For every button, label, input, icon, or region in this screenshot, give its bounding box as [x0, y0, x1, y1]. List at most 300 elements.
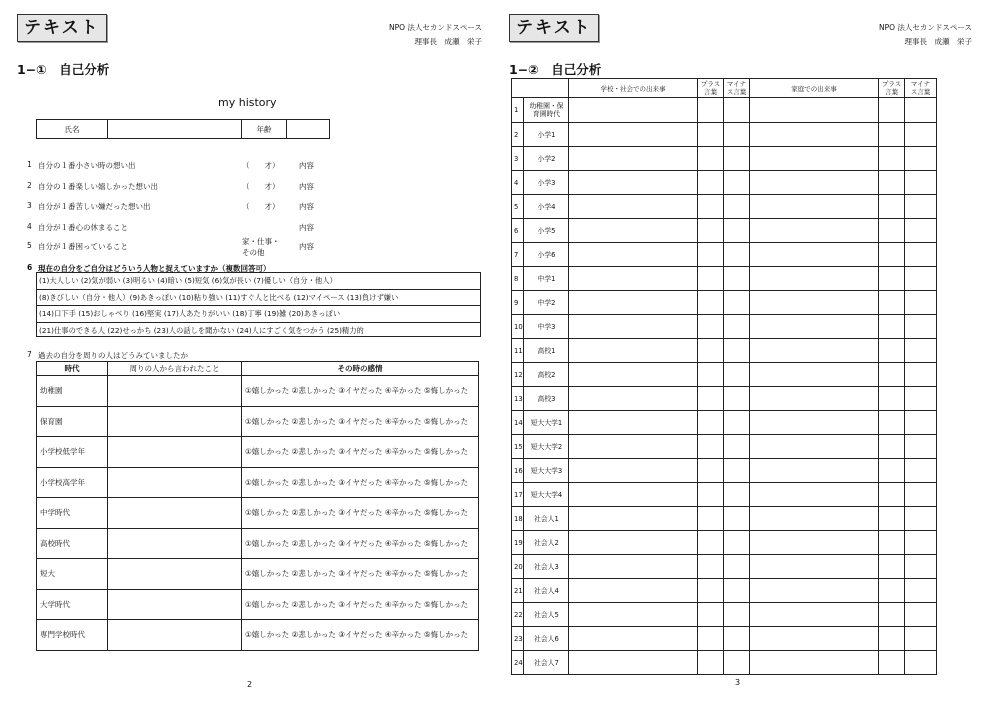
plus-word-field-2[interactable] [879, 363, 905, 387]
q6-text: 現在の自分をご自分はどういう人物と捉えていますか（複数回答可） [38, 264, 271, 273]
plus-word-field[interactable] [698, 363, 724, 387]
minus-word-field[interactable] [724, 171, 750, 195]
home-event-field[interactable] [750, 627, 879, 651]
plus-word-field[interactable] [698, 147, 724, 171]
number-divider [523, 243, 524, 266]
text-tag-right: テキスト [509, 14, 599, 42]
minus-word-field-2[interactable] [905, 195, 937, 219]
analysis-row [512, 555, 937, 579]
minus-word-field-2[interactable] [905, 507, 937, 531]
q7-period: 保育園 [37, 406, 108, 437]
school-event-field[interactable] [569, 603, 698, 627]
number-divider [523, 483, 524, 506]
school-event-field[interactable] [569, 435, 698, 459]
plus-word-field[interactable] [698, 171, 724, 195]
q7-emotion-options[interactable]: ①嬉しかった ②悲しかった ③イヤだった ④辛かった ⑤悔しかった [242, 498, 479, 529]
period-label: 社会人3 [534, 562, 559, 571]
school-event-field[interactable] [569, 627, 698, 651]
q7-said-field[interactable] [108, 467, 242, 498]
q7-emotion-options[interactable]: ①嬉しかった ②悲しかった ③イヤだった ④辛かった ⑤悔しかった [242, 589, 479, 620]
plus-word-field-2[interactable] [879, 387, 905, 411]
age-field[interactable] [287, 120, 330, 139]
minus-word-field[interactable] [724, 291, 750, 315]
q7-header-said: 周りの人から言われたこと [108, 362, 242, 376]
plus-word-field-2[interactable] [879, 507, 905, 531]
minus-word-field-2[interactable] [905, 435, 937, 459]
plus-word-field[interactable] [698, 195, 724, 219]
plus-word-field-2[interactable] [879, 531, 905, 555]
home-event-field[interactable] [750, 387, 879, 411]
period-cell [512, 267, 569, 291]
question-age: （ 才） [242, 161, 280, 170]
q7-row [37, 498, 479, 529]
question-category: 家・仕事・ その他 [242, 237, 280, 257]
period-cell [512, 195, 569, 219]
home-event-field[interactable] [750, 531, 879, 555]
plus-word-field[interactable] [698, 627, 724, 651]
plus-word-field[interactable] [698, 411, 724, 435]
minus-word-field-2[interactable] [905, 315, 937, 339]
number-divider [523, 147, 524, 170]
home-event-field[interactable] [750, 555, 879, 579]
q7-emotion-options[interactable]: ①嬉しかった ②悲しかった ③イヤだった ④辛かった ⑤悔しかった [242, 559, 479, 590]
minus-word-field[interactable] [724, 98, 750, 123]
home-event-field[interactable] [750, 291, 879, 315]
minus-word-field[interactable] [724, 411, 750, 435]
minus-word-field-2[interactable] [905, 243, 937, 267]
analysis-row [512, 98, 937, 123]
analysis-row [512, 603, 937, 627]
plus-word-field[interactable] [698, 267, 724, 291]
number-divider [523, 603, 524, 626]
period-label: 幼稚園・保 育園時代 [529, 102, 564, 118]
school-event-field[interactable] [569, 459, 698, 483]
q7-period: 専門学校時代 [37, 620, 108, 651]
org-name-right: NPO 法人セカンドスペース [879, 23, 972, 32]
plus-word-field[interactable] [698, 387, 724, 411]
home-event-field[interactable] [750, 339, 879, 363]
number-divider [523, 579, 524, 602]
plus-word-field-2[interactable] [879, 651, 905, 675]
analysis-row [512, 483, 937, 507]
plus-word-field[interactable] [698, 651, 724, 675]
org-name: NPO 法人セカンドスペース [389, 23, 482, 32]
question-text: 自分の１番楽しい嬉しかった想い出 [38, 182, 158, 191]
analysis-row [512, 291, 937, 315]
q7-period: 短大 [37, 559, 108, 590]
period-label: 中学1 [537, 274, 556, 283]
number-divider [523, 531, 524, 554]
period-cell [512, 435, 569, 459]
plus-word-field-2[interactable] [879, 555, 905, 579]
period-cell [512, 291, 569, 315]
number-divider [523, 411, 524, 434]
school-event-field[interactable] [569, 267, 698, 291]
home-event-field[interactable] [750, 411, 879, 435]
minus-word-field-2[interactable] [905, 267, 937, 291]
q7-said-field[interactable] [108, 559, 242, 590]
question-text: 自分が１番心の休まること [38, 223, 128, 232]
plus-word-field[interactable] [698, 98, 724, 123]
period-cell [512, 387, 569, 411]
plus-word-field-2[interactable] [879, 339, 905, 363]
analysis-row [512, 315, 937, 339]
q7-emotion-options[interactable]: ①嬉しかった ②悲しかった ③イヤだった ④辛かった ⑤悔しかった [242, 528, 479, 559]
plus-word-field[interactable] [698, 219, 724, 243]
q6-option-row: (14)口下手 (15)おしゃべり (16)堅実 (17)人あたりがいい (18)丁寧 (19)雑 (20)あきっぽい [37, 306, 480, 323]
plus-word-field[interactable] [698, 555, 724, 579]
q6-number: 6 [27, 263, 33, 272]
school-event-field[interactable] [569, 483, 698, 507]
plus-word-field-2[interactable] [879, 123, 905, 147]
period-label: 短大大学3 [530, 466, 563, 475]
row-number: 11 [514, 346, 523, 355]
period-label: 社会人1 [534, 514, 559, 523]
question-content-label: 内容 [299, 182, 314, 191]
minus-word-field-2[interactable] [905, 363, 937, 387]
period-cell [512, 98, 569, 123]
number-divider [523, 291, 524, 314]
minus-word-field[interactable] [724, 483, 750, 507]
school-event-field[interactable] [569, 291, 698, 315]
q7-emotion-options[interactable]: ①嬉しかった ②悲しかった ③イヤだった ④辛かった ⑤悔しかった [242, 620, 479, 651]
period-cell [512, 339, 569, 363]
plus-word-field-2[interactable] [879, 483, 905, 507]
home-event-field[interactable] [750, 243, 879, 267]
school-event-field[interactable] [569, 243, 698, 267]
minus-word-field-2[interactable] [905, 339, 937, 363]
plus-word-field-2[interactable] [879, 315, 905, 339]
minus-word-field-2[interactable] [905, 531, 937, 555]
my-history-title: my history [218, 96, 277, 109]
plus-word-field[interactable] [698, 339, 724, 363]
number-divider [523, 459, 524, 482]
minus-word-field-2[interactable] [905, 411, 937, 435]
row-number: 6 [514, 226, 519, 235]
org-director: 理事長 成瀬 栄子 [414, 37, 482, 46]
q7-said-field[interactable] [108, 498, 242, 529]
row-number: 5 [514, 202, 519, 211]
plus-word-field[interactable] [698, 435, 724, 459]
minus-word-field[interactable] [724, 459, 750, 483]
school-event-field[interactable] [569, 579, 698, 603]
q7-emotion-options[interactable]: ①嬉しかった ②悲しかった ③イヤだった ④辛かった ⑤悔しかった [242, 406, 479, 437]
plus-word-field[interactable] [698, 243, 724, 267]
school-event-field[interactable] [569, 171, 698, 195]
minus-word-field-2[interactable] [905, 98, 937, 123]
minus-word-field-2[interactable] [905, 291, 937, 315]
period-label: 高校1 [537, 346, 556, 355]
analysis-row [512, 435, 937, 459]
minus-word-field[interactable] [724, 339, 750, 363]
minus-word-field-2[interactable] [905, 123, 937, 147]
school-event-field[interactable] [569, 147, 698, 171]
q7-row [37, 467, 479, 498]
period-label: 小学2 [537, 154, 556, 163]
school-event-field[interactable] [569, 219, 698, 243]
minus-word-field[interactable] [724, 387, 750, 411]
plus-word-field[interactable] [698, 315, 724, 339]
school-event-field[interactable] [569, 387, 698, 411]
q7-row [37, 589, 479, 620]
school-event-field[interactable] [569, 98, 698, 123]
number-divider [523, 219, 524, 242]
row-number: 3 [514, 154, 519, 163]
row-number: 22 [514, 610, 523, 619]
home-event-field[interactable] [750, 651, 879, 675]
minus-word-field[interactable] [724, 435, 750, 459]
question-number: 2 [27, 181, 32, 190]
home-event-field[interactable] [750, 195, 879, 219]
minus-word-field[interactable] [724, 555, 750, 579]
minus-word-field-2[interactable] [905, 219, 937, 243]
q7-said-field[interactable] [108, 589, 242, 620]
plus-word-field-2[interactable] [879, 579, 905, 603]
period-cell [512, 507, 569, 531]
analysis-row [512, 147, 937, 171]
row-number: 2 [514, 130, 519, 139]
analysis-row [512, 507, 937, 531]
plus-word-field[interactable] [698, 483, 724, 507]
period-cell [512, 651, 569, 675]
school-event-field[interactable] [569, 195, 698, 219]
period-cell [512, 243, 569, 267]
home-event-field[interactable] [750, 435, 879, 459]
question-content-label: 内容 [299, 223, 314, 232]
home-event-field[interactable] [750, 123, 879, 147]
minus-word-field[interactable] [724, 243, 750, 267]
number-divider [523, 555, 524, 578]
plus-word-field[interactable] [698, 531, 724, 555]
analysis-row [512, 243, 937, 267]
q7-period: 小学校低学年 [37, 437, 108, 468]
home-event-field[interactable] [750, 219, 879, 243]
minus-word-field[interactable] [724, 507, 750, 531]
name-age-table [36, 119, 330, 139]
minus-word-field-2[interactable] [905, 603, 937, 627]
q7-period: 大学時代 [37, 589, 108, 620]
minus-word-field[interactable] [724, 195, 750, 219]
period-cell [512, 627, 569, 651]
name-label: 氏名 [37, 120, 108, 139]
row-number: 21 [514, 586, 523, 595]
organization-header [360, 21, 482, 49]
number-divider [523, 98, 524, 122]
home-event-field[interactable] [750, 579, 879, 603]
plus-word-field-2[interactable] [879, 627, 905, 651]
plus-word-field-2[interactable] [879, 98, 905, 123]
period-label: 中学3 [537, 322, 556, 331]
minus-word-field[interactable] [724, 363, 750, 387]
minus-word-field-2[interactable] [905, 483, 937, 507]
minus-word-field[interactable] [724, 315, 750, 339]
plus-word-field-2[interactable] [879, 291, 905, 315]
analysis-row [512, 627, 937, 651]
plus-word-field-2[interactable] [879, 171, 905, 195]
q7-said-field[interactable] [108, 437, 242, 468]
minus-word-field[interactable] [724, 267, 750, 291]
minus-word-field-2[interactable] [905, 627, 937, 651]
question-content-label: 内容 [299, 242, 314, 251]
period-label: 社会人4 [534, 586, 559, 595]
q6-options-box [36, 272, 481, 337]
school-event-field[interactable] [569, 507, 698, 531]
q7-header-feeling: その時の感情 [242, 362, 479, 376]
period-cell [512, 459, 569, 483]
number-divider [523, 507, 524, 530]
header-school-events: 学校・社会での出来事 [569, 79, 698, 98]
plus-word-field[interactable] [698, 291, 724, 315]
home-event-field[interactable] [750, 603, 879, 627]
question-number: 5 [27, 241, 32, 250]
q7-said-field[interactable] [108, 406, 242, 437]
row-number: 23 [514, 634, 523, 643]
plus-word-field[interactable] [698, 123, 724, 147]
row-number: 12 [514, 370, 523, 379]
q7-row [37, 528, 479, 559]
analysis-row [512, 219, 937, 243]
school-event-field[interactable] [569, 315, 698, 339]
q7-table [36, 361, 479, 651]
header-minus-words: マイナ ス言葉 [724, 79, 750, 98]
minus-word-field[interactable] [724, 627, 750, 651]
q7-emotion-options[interactable]: ①嬉しかった ②悲しかった ③イヤだった ④辛かった ⑤悔しかった [242, 437, 479, 468]
plus-word-field[interactable] [698, 603, 724, 627]
analysis-row [512, 579, 937, 603]
number-divider [523, 627, 524, 650]
period-label: 小学6 [537, 250, 556, 259]
plus-word-field-2[interactable] [879, 195, 905, 219]
q7-row [37, 437, 479, 468]
q7-row [37, 406, 479, 437]
home-event-field[interactable] [750, 507, 879, 531]
minus-word-field[interactable] [724, 651, 750, 675]
number-divider [523, 171, 524, 194]
q7-emotion-options[interactable]: ①嬉しかった ②悲しかった ③イヤだった ④辛かった ⑤悔しかった [242, 467, 479, 498]
number-divider [523, 195, 524, 218]
period-label: 小学3 [537, 178, 556, 187]
q6-option-row: (1)大人しい (2)気が弱い (3)明るい (4)暗い (5)短気 (6)気が長い (7)優しい（自分・他人） [37, 273, 480, 290]
question-content-label: 内容 [299, 202, 314, 211]
plus-word-field-2[interactable] [879, 459, 905, 483]
period-cell [512, 123, 569, 147]
plus-word-field-2[interactable] [879, 411, 905, 435]
name-field[interactable] [108, 120, 242, 139]
period-label: 短大大学2 [530, 442, 563, 451]
minus-word-field[interactable] [724, 219, 750, 243]
header-home-events: 家庭での出来事 [750, 79, 879, 98]
plus-word-field-2[interactable] [879, 603, 905, 627]
period-cell [512, 411, 569, 435]
analysis-row [512, 411, 937, 435]
home-event-field[interactable] [750, 267, 879, 291]
q7-row [37, 376, 479, 407]
header-period-blank [512, 79, 569, 98]
home-event-field[interactable] [750, 147, 879, 171]
plus-word-field-2[interactable] [879, 219, 905, 243]
row-number: 20 [514, 562, 523, 571]
minus-word-field-2[interactable] [905, 171, 937, 195]
question-number: 4 [27, 222, 32, 231]
minus-word-field-2[interactable] [905, 147, 937, 171]
minus-word-field-2[interactable] [905, 459, 937, 483]
minus-word-field-2[interactable] [905, 651, 937, 675]
number-divider [523, 387, 524, 410]
period-cell [512, 171, 569, 195]
analysis-row [512, 531, 937, 555]
q7-period: 幼稚園 [37, 376, 108, 407]
period-cell [512, 483, 569, 507]
row-number: 7 [514, 250, 519, 259]
period-label: 小学4 [537, 202, 556, 211]
plus-word-field-2[interactable] [879, 147, 905, 171]
q6-option-row: (8)きびしい（自分・他人）(9)あきっぽい (10)粘り強い (11)すぐ人と比べる (12)マイペース (13)負けず嫌い [37, 290, 480, 307]
period-label: 短大大学1 [530, 418, 563, 427]
plus-word-field[interactable] [698, 579, 724, 603]
school-event-field[interactable] [569, 555, 698, 579]
q7-number: 7 [27, 350, 32, 359]
home-event-field[interactable] [750, 363, 879, 387]
school-event-field[interactable] [569, 411, 698, 435]
analysis-row [512, 267, 937, 291]
q7-emotion-options[interactable]: ①嬉しかった ②悲しかった ③イヤだった ④辛かった ⑤悔しかった [242, 376, 479, 407]
q7-said-field[interactable] [108, 528, 242, 559]
home-event-field[interactable] [750, 483, 879, 507]
minus-word-field[interactable] [724, 147, 750, 171]
number-divider [523, 435, 524, 458]
q7-period: 高校時代 [37, 528, 108, 559]
plus-word-field[interactable] [698, 459, 724, 483]
minus-word-field[interactable] [724, 603, 750, 627]
minus-word-field[interactable] [724, 123, 750, 147]
row-number: 9 [514, 298, 519, 307]
analysis-row [512, 339, 937, 363]
home-event-field[interactable] [750, 171, 879, 195]
plus-word-field-2[interactable] [879, 267, 905, 291]
plus-word-field-2[interactable] [879, 435, 905, 459]
plus-word-field-2[interactable] [879, 243, 905, 267]
analysis-row [512, 651, 937, 675]
section-title-right: 1−② 自己分析 [509, 62, 602, 77]
row-number: 16 [514, 466, 523, 475]
minus-word-field[interactable] [724, 531, 750, 555]
school-event-field[interactable] [569, 531, 698, 555]
minus-word-field-2[interactable] [905, 579, 937, 603]
home-event-field[interactable] [750, 459, 879, 483]
minus-word-field-2[interactable] [905, 555, 937, 579]
period-cell [512, 363, 569, 387]
analysis-table [511, 78, 937, 675]
number-divider [523, 651, 524, 674]
home-event-field[interactable] [750, 315, 879, 339]
q7-said-field[interactable] [108, 620, 242, 651]
q7-header-period: 時代 [37, 362, 108, 376]
school-event-field[interactable] [569, 363, 698, 387]
school-event-field[interactable] [569, 339, 698, 363]
question-text: 自分が１番困っていること [38, 242, 128, 251]
school-event-field[interactable] [569, 651, 698, 675]
q7-period: 小学校高学年 [37, 467, 108, 498]
period-cell [512, 603, 569, 627]
minus-word-field-2[interactable] [905, 387, 937, 411]
q7-said-field[interactable] [108, 376, 242, 407]
row-number: 15 [514, 442, 523, 451]
minus-word-field[interactable] [724, 579, 750, 603]
school-event-field[interactable] [569, 123, 698, 147]
row-number: 24 [514, 658, 523, 667]
plus-word-field[interactable] [698, 507, 724, 531]
home-event-field[interactable] [750, 98, 879, 123]
